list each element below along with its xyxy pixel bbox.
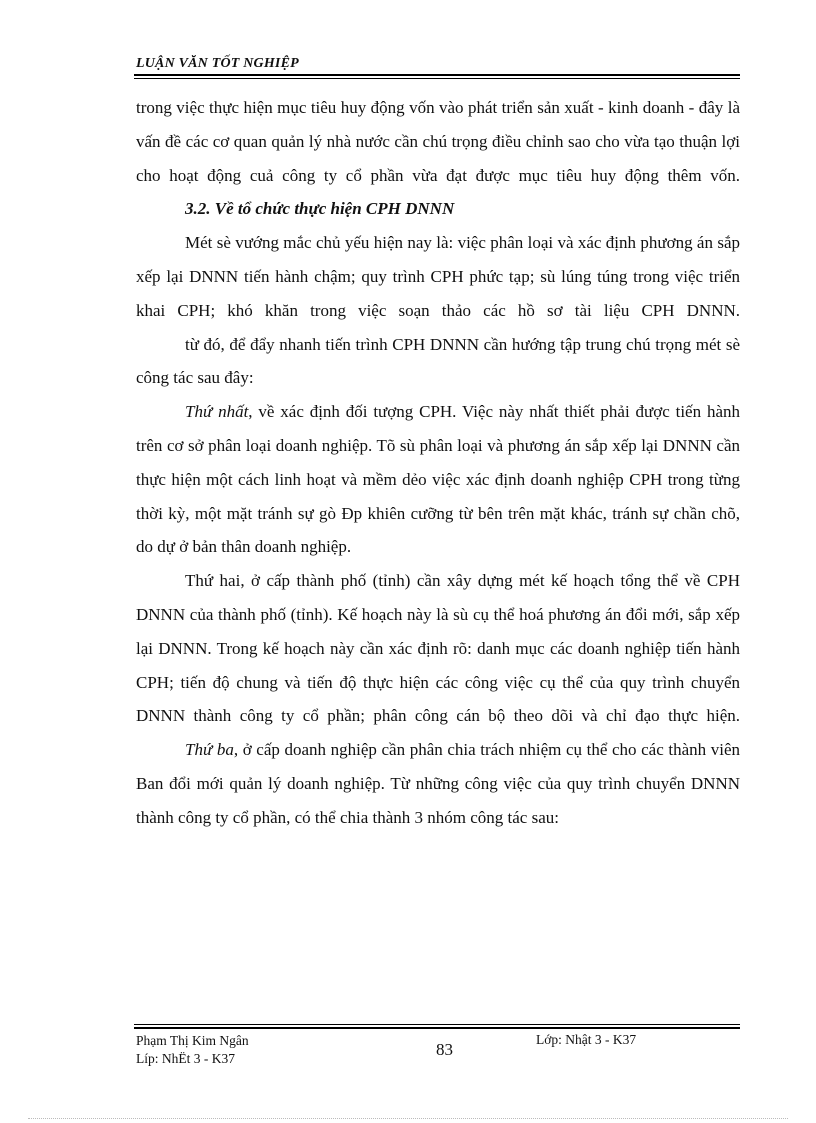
- page-bottom-border: [28, 1118, 788, 1119]
- header-rule-thick: [134, 74, 740, 76]
- footer-class-right: Lớp: Nhật 3 - K37: [536, 1032, 637, 1047]
- footer-rule-thick: [134, 1027, 740, 1029]
- paragraph-4: [136, 395, 740, 564]
- paragraph-6-lead: Thứ ba: [185, 740, 234, 760]
- footer-author: Phạm Thị Kim Ngân: [136, 1033, 249, 1048]
- running-header-title: LUẬN VĂN TỐT NGHIỆP: [136, 56, 299, 71]
- section-heading: 3.2. Về tổ chức thực hiện CPH DNNN: [185, 199, 455, 219]
- paragraph-2: Mét sè vướng mắc chủ yếu hiện nay là: việc phân loại và xác định phương án sắp xếp lại DNNN tiến hành chậm; quy trình CPH phức tạp; sù lúng túng trong việc triển khai CPH; khó khăn trong việc soạn thảo các hồ sơ tài liệu CPH DNNN.: [136, 233, 740, 320]
- paragraph-6: [136, 733, 740, 834]
- paragraph-3: từ đó, để đẩy nhanh tiến trình CPH DNNN cần hướng tập trung chú trọng mét sè công tác sau đây:: [136, 334, 740, 388]
- header-rule-thin: [134, 78, 740, 79]
- paragraph-4-text: , về xác định đối tượng CPH. Việc này nhất thiết phải được tiến hành trên cơ sở phân loại doanh nghiệp. Tõ sù phân loại và phương án sắp xếp lại DNNN cần thực hiện một cách linh hoạt và mềm dẻo việc xác định doanh nghiệp CPH trong từng thời kỳ, một mặt tránh sự gò Ðp khiên cưỡng từ bên trên mặt khác, tránh sự chần chõ, do dự ở bản thân doanh nghiệp.: [136, 402, 740, 557]
- footer-class-left: Líp: NhËt 3 - K37: [136, 1051, 235, 1066]
- body-text: [136, 91, 740, 835]
- footer-rule-thin: [134, 1024, 740, 1025]
- footer-left: [136, 1032, 249, 1068]
- paragraph-5: Thứ hai, ở cấp thành phố (tỉnh) cần xây dựng mét kế hoạch tổng thể về CPH DNNN của thành phố (tỉnh). Kế hoạch này là sù cụ thể hoá phương án đổi mới, sắp xếp lại DNNN. Trong kế hoạch này cần xác định rõ: danh mục các doanh nghiệp tiến hành CPH; tiến độ chung và tiến độ thực hiện các công việc cụ thể của quy trình chuyển DNNN thành công ty cổ phần; phân công cán bộ theo dõi và chỉ đạo thực hiện.: [136, 571, 740, 726]
- paragraph-4-lead: Thứ nhất: [185, 402, 249, 422]
- paragraph-1: trong việc thực hiện mục tiêu huy động vốn vào phát triển sản xuất - kinh doanh - đây là vấn đề các cơ quan quản lý nhà nước cần chú trọng điều chỉnh sao cho vừa tạo thuận lợi cho hoạt động cuả công ty cổ phần vừa đạt được mục tiêu huy động thêm vốn.: [136, 98, 740, 185]
- page-number: 83: [436, 1040, 453, 1059]
- paragraph-6-text: , ở cấp doanh nghiệp cần phân chia trách nhiệm cụ thể cho các thành viên Ban đổi mới quản lý doanh nghiệp. Từ những công việc của quy trình chuyển DNNN thành công ty cổ phần, có thể chia thành 3 nhóm công tác sau:: [136, 740, 740, 827]
